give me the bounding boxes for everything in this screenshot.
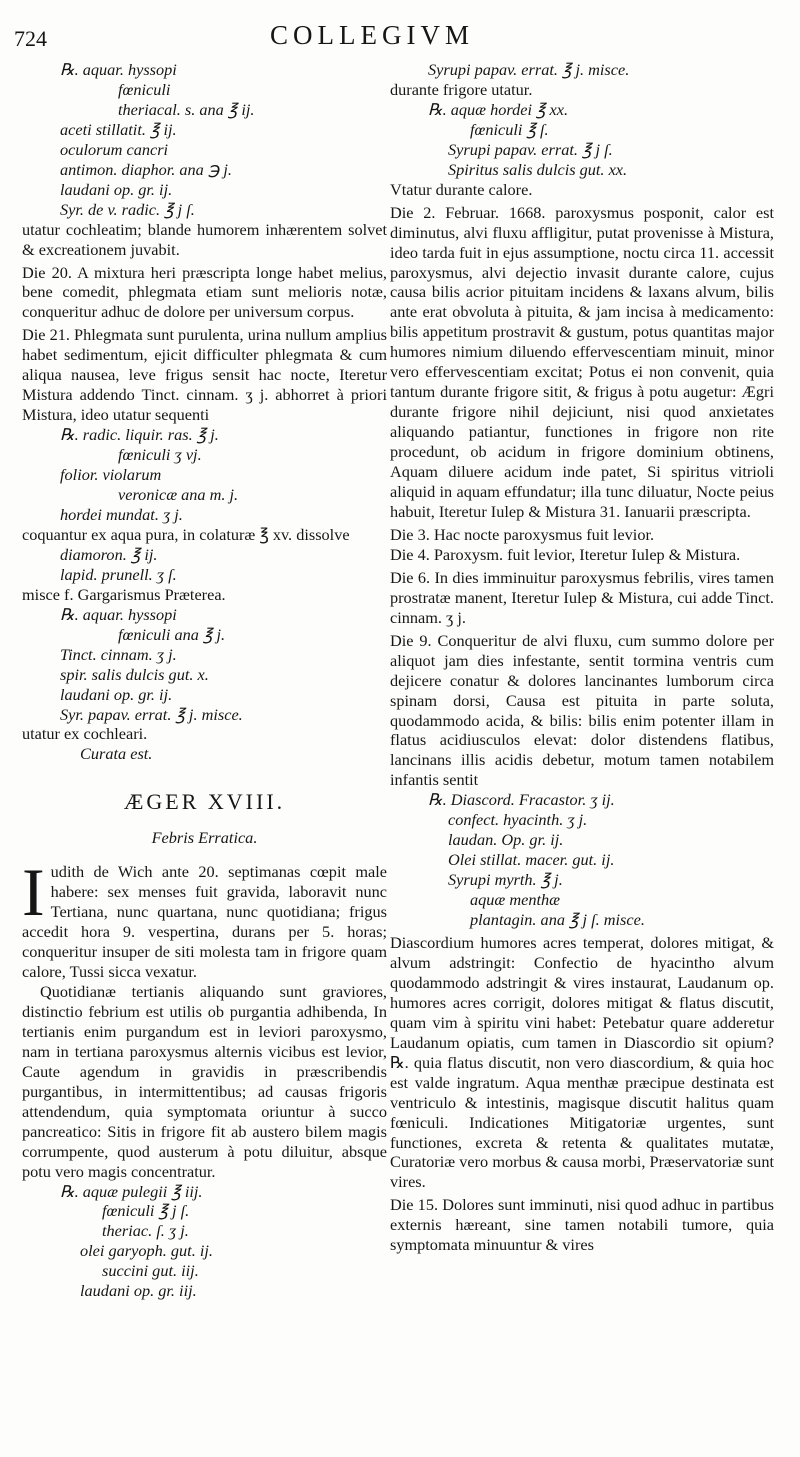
recipe-line: theriac. ſ. ʒ j. (102, 1221, 189, 1241)
recipe-line: ℞. aquæ pulegii ℥ iij. (60, 1181, 203, 1201)
recipe-line: Syrupi papav. errat. ℥ j. misce. (428, 60, 630, 79)
recipe-line: Spiritus salis dulcis gut. xx. (448, 159, 628, 179)
recipe-line: laudani op. gr. ij. (60, 179, 173, 199)
recipe-line: hordei mundat. ʒ j. (60, 504, 183, 524)
section-subtitle: Febris Erratica. (151, 828, 258, 848)
recipe-line: Syrupi papav. errat. ℥ j ſ. (448, 139, 613, 159)
text-paragraph: coquantur ex aqua pura, in colaturæ ℥ xv. dissolve (22, 524, 350, 544)
case-paragraph-text: udith de Wich ante 20. septimanas cœpit male habere: sex menses fuit gravida, laboravit nunc Tertiana, nunc quartana, nunc quotidiana; frigus accedit hora 9. vespertina, durans per 5. horas; conqueritur insuper de siti molesta tam in frigore quam calore, Tussi sicca vexatur. (22, 862, 387, 982)
recipe-line: fœniculi ℥ j ſ. (102, 1201, 190, 1221)
recipe-line: antimon. diaphor. ana ℈ j. (60, 159, 232, 179)
text-paragraph: durante frigore utatur. (390, 79, 533, 99)
recipe-line: Tinct. cinnam. ʒ j. (60, 644, 177, 664)
text-paragraph: misce f. Gargarismus Præterea. (22, 584, 226, 604)
commentary-paragraph: Quotidianæ tertianis aliquando sunt graviores, distinctio febrium est utilis ob purgantia adhibenda, In tertianis enim purgandum est in leviori paroxysmo, nam in tertiana paroxysmus alternis vicibus est levior, Caute agendum in gravidis in præscribendis purgantibus, in intermittentibus; ad causas frigoris attendendum, quia symptomata oriuntur à succo pancreatico: Sitis in frigore fit ab austero bilem magis corrumpente, quod austerum à potu diluitur, absque potu vero magis concentratur. (22, 981, 387, 1181)
recipe-line: ℞. aquar. hyssopi (60, 604, 177, 624)
recipe-line: laudani op. gr. iij. (80, 1281, 197, 1301)
section-title: ÆGER XVIII. (123, 789, 286, 815)
recipe-line: folior. violarum (60, 465, 162, 485)
recipe-line: fœniculi ʒ vj. (118, 445, 202, 465)
recipe-line: spir. salis dulcis gut. x. (60, 664, 209, 684)
recipe-line: aceti stillatit. ℥ ij. (60, 119, 177, 139)
recipe-line: Syr. papav. errat. ℥ j. misce. (60, 704, 243, 724)
recipe-line: fœniculi ℥ ſ. (470, 119, 549, 139)
recipe-line: Syr. de v. radic. ℥ j ſ. (60, 199, 195, 219)
left-column (22, 60, 387, 1301)
running-head: COLLEGIVM (270, 20, 474, 50)
recipe-line: ℞. aquæ hordei ℥ xx. (428, 99, 569, 119)
page-number: 724 (14, 26, 47, 51)
text-paragraph: Die 20. A mixtura heri præscripta longe habet melius, bene comedit, phlegmata etiam sunt melioris notæ, conqueritur adhuc de dolore per universum corpus. (22, 262, 387, 322)
recipe-line: Curata est. (80, 744, 153, 764)
text-paragraph: Die 6. In dies imminuitur paroxysmus febrilis, vires tamen prostratæ manent, Iteretur Iulep & Mistura, cui adde Tinct. cinnam. ʒ j. (390, 567, 774, 627)
recipe-line: fœniculi ana ℥ j. (118, 624, 226, 644)
text-paragraph: Die 9. Conqueritur de alvi fluxu, cum summo dolore per aliquot jam dies infestante, sentit tormina ventris cum dejicere conatur & dolores lancinantes lumborum circa spinam dorsi, Causa est pituita in parte soluta, quodammodo acida, & bilis: bilis enim potenter illam in flatus acidiusculos elevat: dolor distendens flatibus, lancinans illis acidis debetur, motum tamen notabilem infantis sentit (390, 630, 774, 790)
recipe-line: veronicæ ana m. j. (118, 485, 239, 505)
text-paragraph: Vtatur durante calore. (390, 179, 533, 199)
text-paragraph: utatur ex cochleari. (22, 724, 148, 744)
text-paragraph: Die 2. Februar. 1668. paroxysmus posponit, calor est diminutus, alvi fluxu affligitur, putat provenisse à Mistura, ideo tarda fuit in ejus assumptione, noctu circa 11. accessit paroxysmus, alvi dejectio invasit durante calore, cujus causa bilis acrior pituitam incidens & laxans alvum, bilis ante erat obvoluta à pituita, & jam incisa à medicamento: bilis appetitum prostravit & gustum, potus quantitas major humores nimium diluendo effervescentiam minuit, minor vero effervescentiam excitat; Potus ei non convenit, quia tantum durante frigore sitit, & frigus à potu augetur: Ægri durante frigore nihil dejiciunt, nisi quod anxietates aliquando patiantur, functiones in frigore non rite procedunt, ob acidum in frigore dominium obtinens, Aquam diluere acidum inde patet, Si spiritus vitrioli aliquid in aquam effundatur; illa tunc diluatur, Nocte peius habuit, Iteretur Iulep & Mistura 31. Ianuarii præscripta. (390, 202, 774, 521)
recipe-line: aquæ menthæ (470, 890, 561, 910)
text-paragraph: utatur cochleatim; blande humorem inhærentem solvet & excreationem juvabit. (22, 219, 387, 259)
recipe-line: Olei stillat. macer. gut. ij. (448, 850, 615, 870)
recipe-line: plantagin. ana ℥ j ſ. misce. (470, 910, 645, 930)
text-paragraph: Die 15. Dolores sunt imminuti, nisi quod adhuc in partibus externis hæreant, sine tamen notabili tumore, quia symptomata minuuntur & vires (390, 1195, 774, 1255)
text-paragraph: Die 3. Hac nocte paroxysmus fuit levior. (390, 524, 655, 544)
recipe-line: ℞. aquar. hyssopi (60, 60, 177, 79)
recipe-line: laudani op. gr. ij. (60, 684, 173, 704)
recipe-line: diamoron. ℥ ij. (60, 544, 158, 564)
recipe-line: olei garyoph. gut. ij. (80, 1241, 213, 1261)
text-paragraph: Die 4. Paroxysm. fuit levior, Iteretur Iulep & Mistura. (390, 544, 741, 564)
right-column (390, 60, 774, 1255)
recipe-line: laudan. Op. gr. ij. (448, 830, 564, 850)
recipe-line: fœniculi (118, 79, 171, 99)
text-paragraph: Die 21. Phlegmata sunt purulenta, urina nullum amplius habet sedimentum, ejicit difficulter phlegmata & cum aliqua nausea, leve frigus sensit hac nocte, Iteretur Mistura addendo Tinct. cinnam. ʒ j. abhorret à priori Mistura, ideo utatur sequenti (22, 325, 387, 425)
recipe-line: confect. hyacinth. ʒ j. (448, 810, 588, 830)
recipe-line: oculorum cancri (60, 139, 169, 159)
recipe-line: Syrupi myrth. ℥ j. (448, 870, 563, 890)
recipe-line: ℞. Diascord. Fracastor. ʒ ij. (428, 790, 615, 810)
recipe-line: ℞. radic. liquir. ras. ℥ j. (60, 425, 219, 445)
recipe-line: theriacal. s. ana ℥ ij. (118, 99, 255, 119)
text-paragraph: Diascordium humores acres temperat, dolores mitigat, & alvum adstringit: Confectio de hyacintho alvum quodammodo adstringit & vires instaurat, Laudanum op. humores acres corrigit, dolores mitigat & flatus discutit, quam vim à spiritu vini habet: Petebatur quare adderetur Laudanum opiatis, cum tamen in Diascordio sit opium? ℞. quia flatus discutit, non vero diascordium, & quia hoc est valde ingratum. Aqua menthæ præcipue destinata est ventriculo & intestinis, magisque discutit halitus quam fœniculi. Indicationes Mitigatoriæ urgentes, sunt functiones, excreta & retenta & qualitates mutatæ, Curatoriæ vero morbus & causa morbi, Præservatoriæ sunt vires. (390, 932, 774, 1192)
case-paragraph (22, 854, 387, 982)
recipe-line: lapid. prunell. ʒ ſ. (60, 564, 177, 584)
drop-cap: I (22, 854, 45, 931)
recipe-line: succini gut. iij. (102, 1261, 199, 1281)
